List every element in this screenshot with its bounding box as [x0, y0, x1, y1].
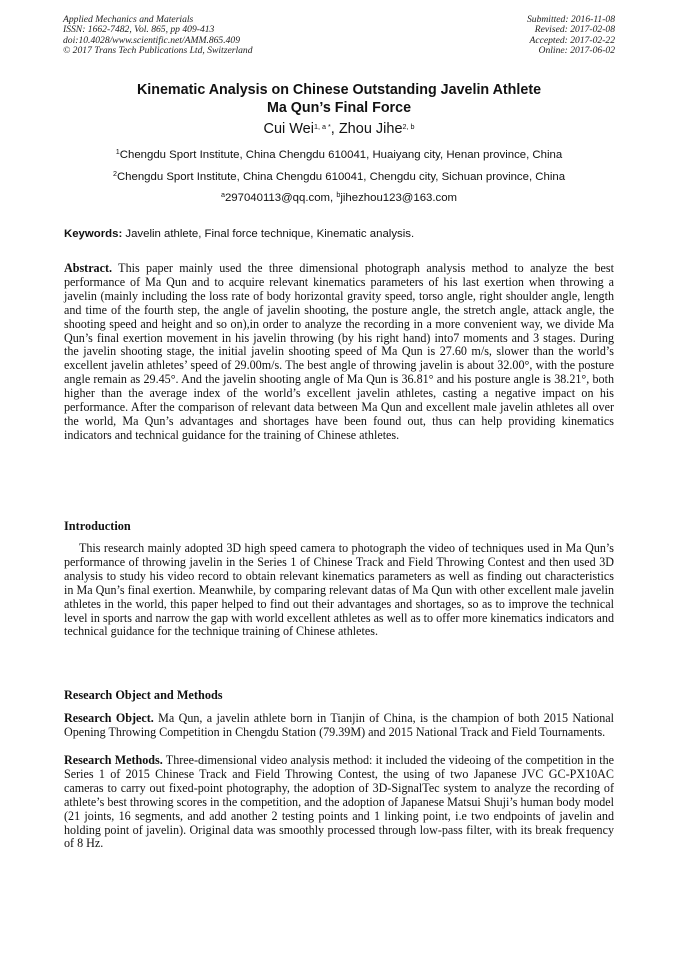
research-heading: Research Object and Methods: [64, 688, 223, 702]
copyright-line: © 2017 Trans Tech Publications Ltd, Switzerland: [63, 45, 253, 57]
issn-line: ISSN: 1662-7482, Vol. 865, pp 409-413: [63, 24, 215, 36]
submitted-date: Submitted: 2016-11-08: [526, 14, 615, 25]
author-2-name: Zhou Jihe: [338, 121, 403, 137]
title-line-1: Kinematic Analysis on Chinese Outstanding Javelin Athlete: [136, 82, 542, 98]
affiliation-2-text: Chengdu Sport Institute, China Chengdu 610041, Chengdu city, Sichuan province, China: [116, 171, 566, 183]
research-methods-paragraph: [64, 754, 614, 851]
journal-name: Applied Mechanics and Materials: [63, 14, 194, 25]
abstract-paragraph: [64, 262, 614, 443]
email-b: jihezhou123@163.com: [340, 192, 458, 204]
keywords: [64, 228, 414, 240]
research-methods-text: Three-dimensional video analysis method: it included the videoing of the competition in the Series 1 of 2015 Chinese Track and Field Throwing Contest, the using of two Japanese JVC GC-PX10AC cameras to carry out fixed-point photography, the adoption of 3D-SignalTec system to analyze the recording of athlete’s best throwing scores in the competition, and the adoption of Japanese Matsui Shuji’s human body model (21 joints, 16 segments, and add another 2 testing points and 1 linking point, i.e two endpoints of javelin and holding point of javelin). Original data was smoothly processed through low-pass filter, with its break frequency of 8 Hz.: [64, 753, 614, 851]
author-separator: ,: [330, 121, 339, 137]
keywords-label: Keywords:: [64, 228, 123, 240]
email-a: 297040113@qq.com,: [224, 192, 337, 204]
research-object-paragraph: [64, 712, 614, 740]
affiliation-1: [20, 149, 658, 161]
affiliation-1-text: Chengdu Sport Institute, China Chengdu 610041, Huaiyang city, Henan province, China: [119, 149, 563, 161]
author-1-name: Cui Wei: [263, 121, 314, 137]
research-object-text: Ma Qun, a javelin athlete born in Tianjin of China, is the champion of both 2015 National Opening Throwing Competition in Chengdu Station (79.39M) and 2015 National Track and Field Tournaments.: [64, 711, 614, 739]
email-b-mark: b: [336, 190, 341, 199]
abstract-label: Abstract.: [64, 261, 113, 275]
affiliation-2-mark: 2: [112, 169, 117, 178]
accepted-date: Accepted: 2017-02-22: [529, 34, 615, 46]
email-a-mark: a: [220, 190, 225, 199]
publication-dates: [527, 15, 615, 57]
research-methods-label: Research Methods.: [64, 753, 163, 767]
online-date: Online: 2017-06-02: [538, 45, 615, 57]
affiliation-1-mark: 1: [115, 147, 120, 156]
keywords-text: Javelin athlete, Final force technique, Kinematic analysis.: [122, 228, 415, 240]
abstract-text: This paper mainly used the three dimensional photograph analysis method to analyze the best performance of Ma Qun and to acquire relevant kinematics parameters of his last exertion when throwing a javelin (mainly including the loss rate of body horizontal gravity speed, torso angle, right shoulder angle, length and time of the fourth step, the angle of javelin shooting, the posture angle, the stretch angle, attack angle, the shooting speed and height and so on),in order to analyze the recording in a more convenient way, we divide Ma Qun’s final exertion movement in his javelin throwing (by his right hand) into7 moments and 3 stages. During the javelin shooting stage, the initial javelin shooting speed of Ma Qun is 27.60 m/s, slower than the world’s excellent javelin athletes’ speed of 29.00m/s. The best angle of throwing javelin is about 32.00°, with the posture angle remain as 29.45°. And the javelin shooting angle of Ma Qun is 36.81° and his posture angle is 38.21°, both higher than the average index of the world’s excellent javelin athletes, casting a negative impact on his performance. After the comparison of relevant data between Ma Qun and excellent male javelin athletes all over the world, Ma Qun’s advantages and shortages have been found out, thus can help providing kinematics indicators and technical guidance for the training of Chinese athletes.: [64, 261, 614, 442]
research-object-label: Research Object.: [64, 711, 154, 725]
title-line-2: Ma Qun’s Final Force: [266, 99, 412, 116]
journal-info: [63, 15, 253, 57]
introduction-paragraph: This research mainly adopted 3D high speed camera to photograph the video of techniques used in Ma Qun’s performance of throwing javelin in the Series 1 of Chinese Track and Field Throwing Contest and then used 3D analysis to study his video record to obtain relevant kinematics parameters as well as finding out characteristics in Ma Qun’s final exertion. Meanwhile, by comparing relevant datas of Ma Qun with other excellent male javelin athletes in the world, this paper helped to find out their advantages and shortages, so as to improve the technical level in sports and narrow the gap with world excellent athletes as well as to offer more kinematics indicators and technical guidance for the technique training of Chinese athletes.: [64, 541, 614, 639]
author-1-affil-mark: 1, a *: [313, 122, 331, 131]
affiliation-2: [20, 171, 658, 183]
revised-date: Revised: 2017-02-08: [534, 24, 615, 36]
introduction-heading: Introduction: [64, 519, 131, 533]
author-emails: [20, 192, 658, 204]
author-list: [40, 121, 638, 137]
paper-title: [40, 82, 638, 117]
doi-line: doi:10.4028/www.scientific.net/AMM.865.409: [63, 34, 241, 46]
author-2-affil-mark: 2, b: [402, 122, 415, 131]
